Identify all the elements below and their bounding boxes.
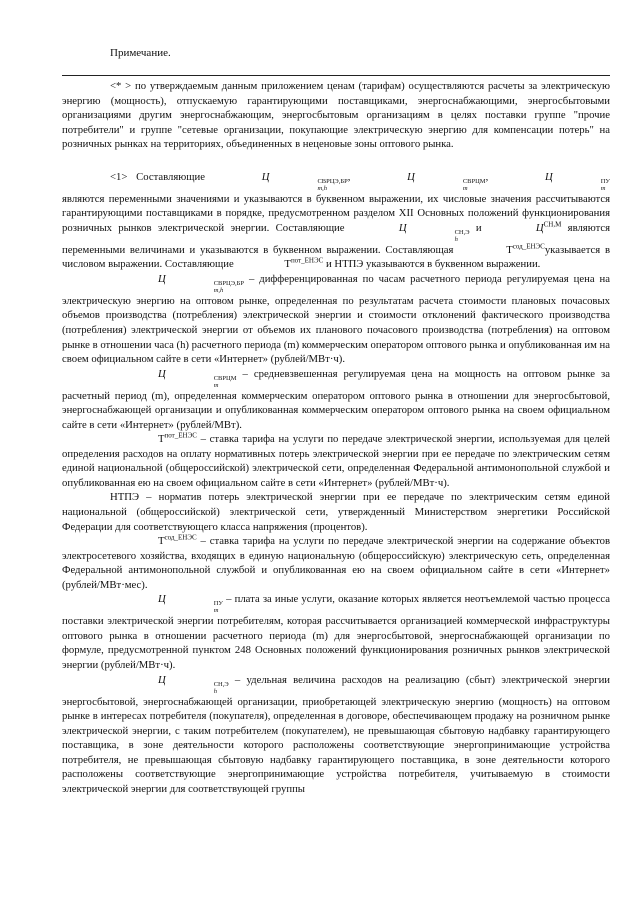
symbol-c-svrcebr: Ц СВРЦЭ,БР m,h xyxy=(261,170,348,192)
symbol-t-pot: $Т^{пот\_ЕНЭС}$ xyxy=(158,431,197,446)
symbol-c-svrcebr: Ц СВРЦЭ,БР m,h xyxy=(158,272,244,294)
symbol-t-sod: $Т^{сод\_ЕНЭС}$ xyxy=(506,242,545,256)
symbol-t-pot: $Т^{пот\_ЕНЭС}$ xyxy=(284,256,324,271)
page-heading: Примечание. xyxy=(110,47,171,59)
note-1-text-c: и xyxy=(475,221,482,234)
note-1-text-b: являются переменными значениями и указываются в буквенном выражении, их числовые значения рассчитываются гарантирующими поставщиками в порядке, предусмотренном разделом XII Основных положений функционирования розничных рынков электрической энергии. Составляющие xyxy=(62,192,610,234)
symbol-c-svrcm: Ц СВРЦМ m xyxy=(158,367,237,389)
symbol-c-pu: Ц ПУ m xyxy=(158,593,224,615)
definition-t-pot: $Т^{пот\_ЕНЭС}$ – ставка тарифа на услуги по передаче электрической энергии, используемая для целей определения расходов на оплату нормативных потерь электрической энергии при ее передаче по электрическим сетям единой национальной (общероссийской) электрической сети, определенная Федеральной антимонопольной службой и опубликованная ею на своем официальном сайте в сети «Интернет» (рублей/МВт·ч). xyxy=(62,431,610,489)
symbol-c-sne: Ц СН,Э h xyxy=(158,673,229,695)
footnote-divider xyxy=(62,75,610,76)
note-1-text-a: <1> Составляющие xyxy=(110,170,205,183)
symbol-c-sne: Ц СН,Э h xyxy=(398,221,470,243)
definition-svrcm: Ц СВРЦМ m – средневзвешенная регулируемая цена на мощность на оптовом рынке за расчетный период (m), определенная коммерческим оператором оптового рынка в отношении для энергосбытовой, энергоснабжающей организации и опубликованная коммерческим оператором оптового рынка на своем официальном сайте в сети «Интернет» (рублей/МВт). xyxy=(62,367,610,431)
symbol-c-svrcm: Ц СВРЦМ m xyxy=(407,170,486,192)
footnote-star-paragraph: <* > по утверждаемым данным приложением ценам (тарифам) осуществляются расчеты за электрическую энергию (мощность), отпускаемую гарантирующими поставщиками, энергоснабжающими, энергосбытовыми организациями другим энергоснабжающим, энергосбытовым организациям в целях поставки группе "прочие потребители" и группе "сетевые организации, покупающие электрическую энергию для компенсации потерь" на розничных рынках на территориях, объединенных в неценовые зоны оптового рынка. xyxy=(62,80,610,151)
definition-svrcebr: Ц СВРЦЭ,БР m,h – дифференцированная по часам расчетного периода регулируемая цена на электрическую энергию на оптовом рынке, определенная по результатам расчета стоимости плановых почасовых объемов производства (потребления) электрической энергии и стоимости отклонений фактического производства (потребления) электрической энергии от объемов их планового почасового производства (потребления) на оптовом рынке в отношении часа (h) расчетного периода (m) коммерческим оператором оптового рынка и опубликованная им на своем официальном сайте в сети «Интернет» (рублей/МВт·ч). xyxy=(62,272,611,366)
definition-c-pu: Ц ПУ m – плата за иные услуги, оказание которых является неотъемлемой частью процесса поставки электрической энергии потребителям, которая рассчитывается организацией коммерческой инфраструктуры оптового рынка в отношении расчетного периода (m) для энергосбытовой, энергоснабжающей организации по формуле, предусмотренной пунктом 248 Основных положений функционирования розничных рынков электрической энергии (рублей/МВт·ч). xyxy=(62,593,611,671)
note-1-text-e: указывается в числовом выражении. Составляющие xyxy=(62,243,611,271)
definition-ntpe: НТПЭ – норматив потерь электрической энергии при ее передаче по электрическим сетям единой национальной (общероссийской) электрической сети, утвержденный Министерством энергетики Российской Федерации для соответствующего класса напряжения (процентов). xyxy=(62,491,611,533)
symbol-c-pu: Ц ПУ m xyxy=(545,170,611,192)
note-1-text-d: являются переменными величинами и указываются в буквенном выражении. Составляющая xyxy=(62,221,611,256)
symbol-c-snm: $Ц^{СН,М}$ xyxy=(535,220,562,234)
symbol-t-sod: $Т^{сод\_ЕНЭС}$ xyxy=(158,533,197,548)
definition-c-sne: Ц СН,Э h – удельная величина расходов на реализацию (сбыт) электрической энергии энергосбытовой, энергоснабжающей организации, приобретающей электрическую энергию (мощность) на оптовом рынке в интересах потребителя (покупателя), определенная в договоре, обеспечивающем продажу на розничном рынке электрической энергии, с таким потребителем (покупателем), не превышающая сбытовую надбавку гарантирующего поставщика, в зоне деятельности которого расположены соответствующие энергопринимающие устройства потребителя, не превышающая сбытовую надбавку гарантирующего поставщика, в зоне деятельности которого расположены соответствующие энергопринимающие устройства потребителя, учитываемую в стоимости электрической энергии для соответствующей группы xyxy=(62,673,611,795)
note-1-text-f: и НТПЭ указываются в буквенном выражении. xyxy=(325,258,541,271)
definition-t-sod: $Т^{сод\_ЕНЭС}$ – ставка тарифа на услуги по передаче электрической энергии на содержание объектов электросетевого хозяйства, входящих в единую национальную (общероссийскую) электрическую сеть, определенная Федеральной антимонопольной службой и опубликованная ею на своем официальном сайте в сети «Интернет» (рублей/МВт·мес). xyxy=(62,533,610,591)
document-body xyxy=(62,79,610,796)
note-1-paragraph: <1> Составляющие Ц СВРЦЭ,БР m,h , Ц СВРЦМ m , Ц ПУ m являются переменными значениями и указываются в буквенном выражении, их числовые значения рассчитываются гарантирующими поставщиками в порядке, предусмотренном разделом XII Основных положений функционирования розничных рынков электрической энергии. Составляющие Ц СН,Э h и $Ц^{СН,М}$ являются переменными величинами и указываются в буквенном выражении. Составляющая $Т^{сод\_ЕНЭС}указывается$ в числовом выражении. Составляющие $Т^{пот\_ЕНЭС}$ и НТПЭ указываются в буквенном выражении. xyxy=(62,170,611,271)
